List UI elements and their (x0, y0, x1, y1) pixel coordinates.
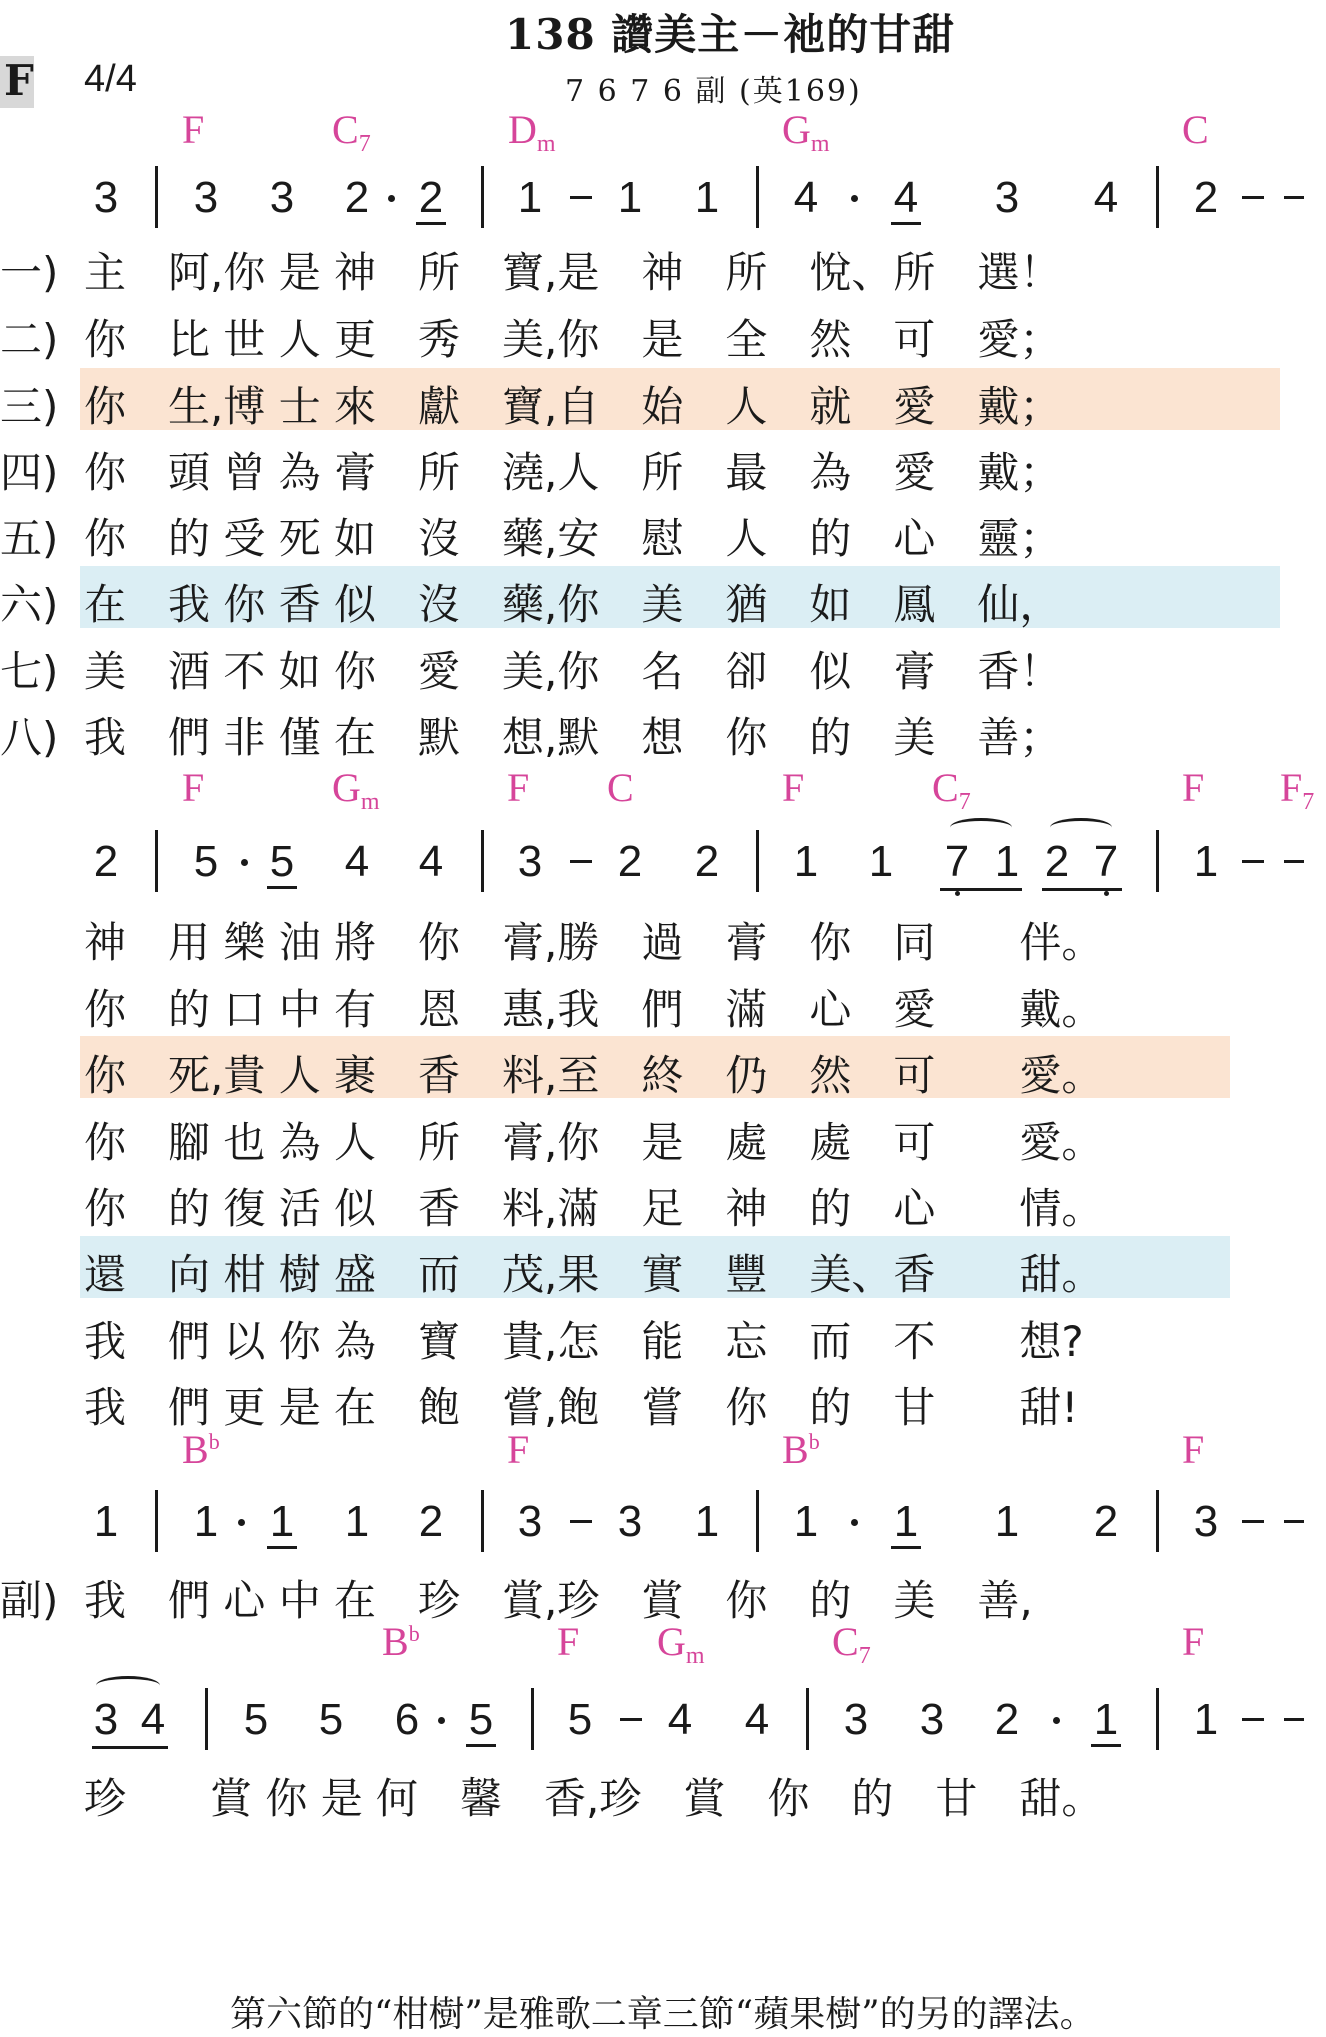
hold-dash (570, 860, 592, 863)
lyric-line: 我 們 以 你 為 寶 貴,怎 能 忘 而 不 想? (84, 1317, 1084, 1366)
duration-dot (241, 859, 248, 866)
hold-dash (1242, 1520, 1264, 1523)
note: 1 (694, 173, 720, 222)
note: 2 (994, 1695, 1020, 1744)
barline (481, 1490, 484, 1552)
barline (481, 166, 484, 228)
lyric-line: 神 用 樂 油 將 你 膏,勝 過 膏 你 同 伴。 (84, 918, 1104, 967)
chord: $F_7$ (1280, 765, 1315, 815)
note: 1 (617, 173, 643, 222)
note: 1 (891, 1500, 921, 1549)
chord: F (1182, 1619, 1205, 1664)
barline (155, 830, 158, 892)
hold-dash (570, 1520, 592, 1523)
lyric-line: 我 們 更 是 在 飽 嘗,飽 嘗 你 的 甘 甜! (84, 1383, 1079, 1432)
chord: $B^b$ (782, 1427, 820, 1472)
verse-label: 三) (0, 382, 59, 431)
note: 4 (793, 173, 819, 222)
hold-dash (620, 1718, 642, 1721)
verse-label: 五) (0, 514, 59, 563)
chorus-label: 副) (0, 1576, 59, 1625)
chord: $C_7$ (832, 1619, 871, 1669)
note: 5 (318, 1695, 344, 1744)
meter-text: 7 6 7 6 副 (英169) (565, 74, 862, 109)
note: 1 (517, 173, 543, 222)
barline (756, 1490, 759, 1552)
duration-dot (388, 195, 395, 202)
lyric-line: 你 的 受 死 如 沒 藥,安 慰 人 的 心 靈； (84, 514, 1062, 563)
note: 1 (793, 1497, 819, 1546)
note: 3 (994, 173, 1020, 222)
note: 3 (93, 1695, 119, 1744)
duration-dot (238, 1519, 245, 1526)
lyric-line: 我 們 心 中 在 珍 賞,珍 賞 你 的 美 善, (84, 1576, 1033, 1625)
barline (155, 166, 158, 228)
hold-dash (1284, 1718, 1304, 1721)
chord: F (1182, 1427, 1205, 1472)
chord: $D_m$ (508, 107, 556, 157)
note: 1 (93, 1497, 119, 1546)
chord: $C_7$ (332, 107, 371, 157)
slur (950, 818, 1012, 837)
lyric-line: 你 生,博 士 來 獻 寶,自 始 人 就 愛 戴； (84, 382, 1062, 431)
note: 1 (868, 837, 894, 886)
beam (940, 888, 1022, 891)
barline (155, 1490, 158, 1552)
chord: $B^b$ (182, 1427, 220, 1472)
chord: F (782, 765, 805, 810)
slur (96, 1676, 160, 1695)
hold-dash (570, 196, 592, 199)
note: 5 (243, 1695, 269, 1744)
note: 2 (694, 837, 720, 886)
note: 1 (1193, 837, 1219, 886)
duration-dot (1053, 1717, 1060, 1724)
lyric-line: 你 的 口 中 有 恩 惠,我 們 滿 心 愛 戴。 (84, 985, 1104, 1034)
barline (756, 166, 759, 228)
chord: $G_m$ (782, 107, 830, 157)
lyric-line: 還 向 柑 樹 盛 而 茂,果 實 豐 美、香 甜。 (84, 1250, 1104, 1299)
note: 3 (193, 173, 219, 222)
note: 2 (344, 173, 370, 222)
verse-label: 四) (0, 448, 59, 497)
note: 2 (1044, 837, 1070, 886)
note: 1 (994, 1497, 1020, 1546)
note: 1 (994, 837, 1020, 886)
note: 4 (891, 176, 921, 225)
time-signature: 4/4 (84, 58, 137, 100)
duration-dot (438, 1717, 445, 1724)
barline (205, 1688, 208, 1750)
hold-dash (1242, 196, 1264, 199)
note: 3 (93, 173, 119, 222)
lyric-line: 你 腳 也 為 人 所 膏,你 是 處 處 可 愛。 (84, 1118, 1104, 1167)
key-signature: F (4, 56, 34, 105)
note: 6 (394, 1695, 420, 1744)
beam (1042, 888, 1122, 891)
verse-label: 一) (0, 248, 59, 297)
note: 5 (567, 1695, 593, 1744)
note: 7 (1091, 840, 1121, 884)
chord: C (607, 765, 634, 810)
barline (1156, 830, 1159, 892)
chord: $C_7$ (932, 765, 971, 815)
note: 2 (93, 837, 119, 886)
lyric-line: 珍 賞 你 是 何 馨 香,珍 賞 你 的 甘 甜。 (84, 1774, 1104, 1823)
note: 1 (793, 837, 819, 886)
note: 5 (193, 837, 219, 886)
chord: F (507, 765, 530, 810)
verse-label: 二) (0, 315, 59, 364)
note: 3 (1193, 1497, 1219, 1546)
duration-dot (851, 1519, 858, 1526)
chord: $B^b$ (382, 1619, 420, 1664)
barline (1156, 1490, 1159, 1552)
note: 4 (140, 1695, 166, 1744)
note: 3 (269, 173, 295, 222)
note: 7 (942, 840, 972, 884)
hold-dash (1242, 860, 1264, 863)
lyric-line: 在 我 你 香 似 沒 藥,你 美 猶 如 鳳 仙， (84, 580, 1062, 629)
barline (481, 830, 484, 892)
barline (531, 1688, 534, 1750)
note: 2 (1193, 173, 1219, 222)
beam (92, 1746, 168, 1749)
verse-label: 六) (0, 580, 59, 629)
note: 4 (1093, 173, 1119, 222)
chord: C (1182, 107, 1209, 152)
lyric-line: 你 頭 曾 為 膏 所 澆,人 所 最 為 愛 戴； (84, 448, 1062, 497)
lyric-line: 你 的 復 活 似 香 料,滿 足 神 的 心 情。 (84, 1184, 1104, 1233)
note: 2 (617, 837, 643, 886)
chord: $G_m$ (332, 765, 380, 815)
note: 4 (744, 1695, 770, 1744)
lyric-line: 你 死,貴 人 裹 香 料,至 終 仍 然 可 愛。 (84, 1051, 1104, 1100)
note: 5 (466, 1698, 496, 1747)
hold-dash (1284, 196, 1304, 199)
lyric-line: 我 們 非 僅 在 默 想,默 想 你 的 美 善； (84, 713, 1062, 762)
note: 3 (517, 1497, 543, 1546)
chord: $G_m$ (657, 1619, 705, 1669)
note: 2 (418, 1497, 444, 1546)
note: 1 (694, 1497, 720, 1546)
note: 1 (1091, 1698, 1121, 1747)
chord: F (182, 765, 205, 810)
verse-label: 八) (0, 713, 59, 762)
verse-label: 七) (0, 647, 59, 696)
chord: F (507, 1427, 530, 1472)
note: 3 (517, 837, 543, 886)
note: 3 (843, 1695, 869, 1744)
hold-dash (1284, 860, 1304, 863)
footnote: 第六節的“柑樹”是雅歌二章三節“蘋果樹”的另的譯法。 (230, 1994, 1096, 2035)
note: 4 (667, 1695, 693, 1744)
slur (1050, 818, 1112, 837)
note: 1 (267, 1500, 297, 1549)
note: 4 (344, 837, 370, 886)
chord: F (557, 1619, 580, 1664)
barline (1156, 1688, 1159, 1750)
duration-dot (851, 195, 858, 202)
hymn-title: 138 讚美主－祂的甘甜 (505, 10, 956, 59)
lyric-line: 主 阿,你 是 神 所 寶,是 神 所 悅、所 選！ (84, 248, 1062, 297)
barline (1156, 166, 1159, 228)
note: 1 (344, 1497, 370, 1546)
note: 1 (1193, 1695, 1219, 1744)
hold-dash (1242, 1718, 1264, 1721)
chord: F (1182, 765, 1205, 810)
note: 2 (1093, 1497, 1119, 1546)
barline (806, 1688, 809, 1750)
hold-dash (1284, 1520, 1304, 1523)
barline (756, 830, 759, 892)
lyric-line: 美 酒 不 如 你 愛 美,你 名 卻 似 膏 香！ (84, 647, 1062, 696)
note: 5 (267, 840, 297, 889)
chord: F (182, 107, 205, 152)
note: 3 (919, 1695, 945, 1744)
lyric-line: 你 比 世 人 更 秀 美,你 是 全 然 可 愛； (84, 315, 1062, 364)
note: 4 (418, 837, 444, 886)
note: 2 (416, 176, 446, 225)
note: 3 (617, 1497, 643, 1546)
note: 1 (193, 1497, 219, 1546)
